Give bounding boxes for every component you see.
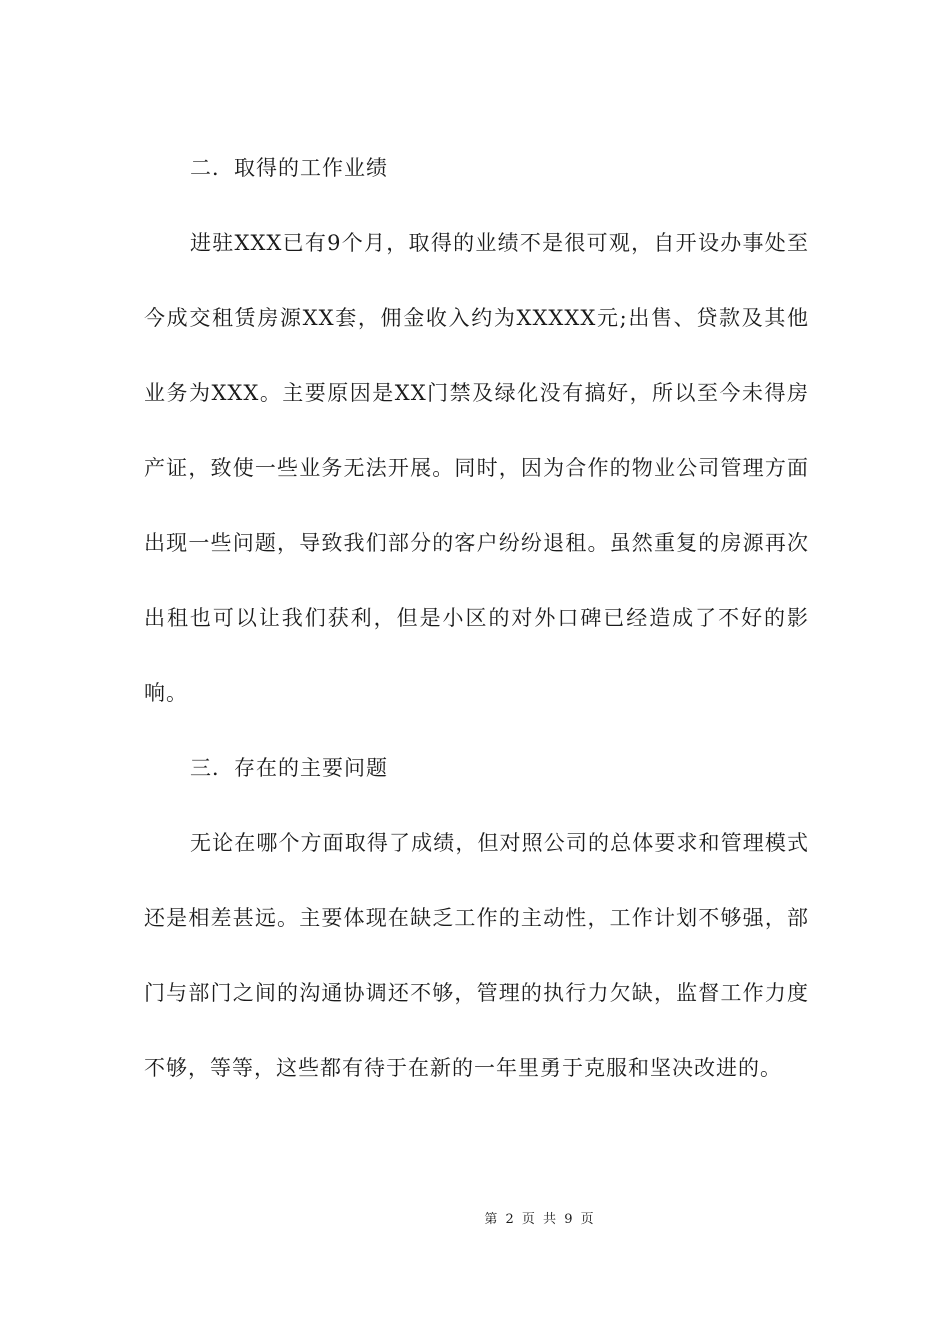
section-paragraph-problems: 无论在哪个方面取得了成绩，但对照公司的总体要求和管理模式还是相差甚远。主要体现在缺乏工作的主动性，工作计划不够强，部门与部门之间的沟通协调还不够，管理的执行力欠缺，监督工作力度不够，等等，这些都有待于在新的一年里勇于克服和坚决改进的。: [144, 831, 809, 1080]
section-heading-achievements: 二．取得的工作业绩: [190, 156, 388, 180]
section-heading-problems: 三．存在的主要问题: [190, 756, 388, 780]
document-body: [144, 131, 809, 1106]
section-paragraph-achievements: 进驻XXX已有9个月，取得的业绩不是很可观，自开设办事处至今成交租赁房源XX套，佣金收入约为XXXXX元;出售、贷款及其他业务为XXX。主要原因是XX门禁及绿化没有搞好，所以至今未得房产证，致使一些业务无法开展。同时，因为合作的物业公司管理方面出现一些问题，导致我们部分的客户纷纷退租。虽然重复的房源再次出租也可以让我们获利，但是小区的对外口碑已经造成了不好的影响。: [144, 231, 809, 705]
page-footer: 第 2 页 共 9 页: [484, 1212, 596, 1227]
